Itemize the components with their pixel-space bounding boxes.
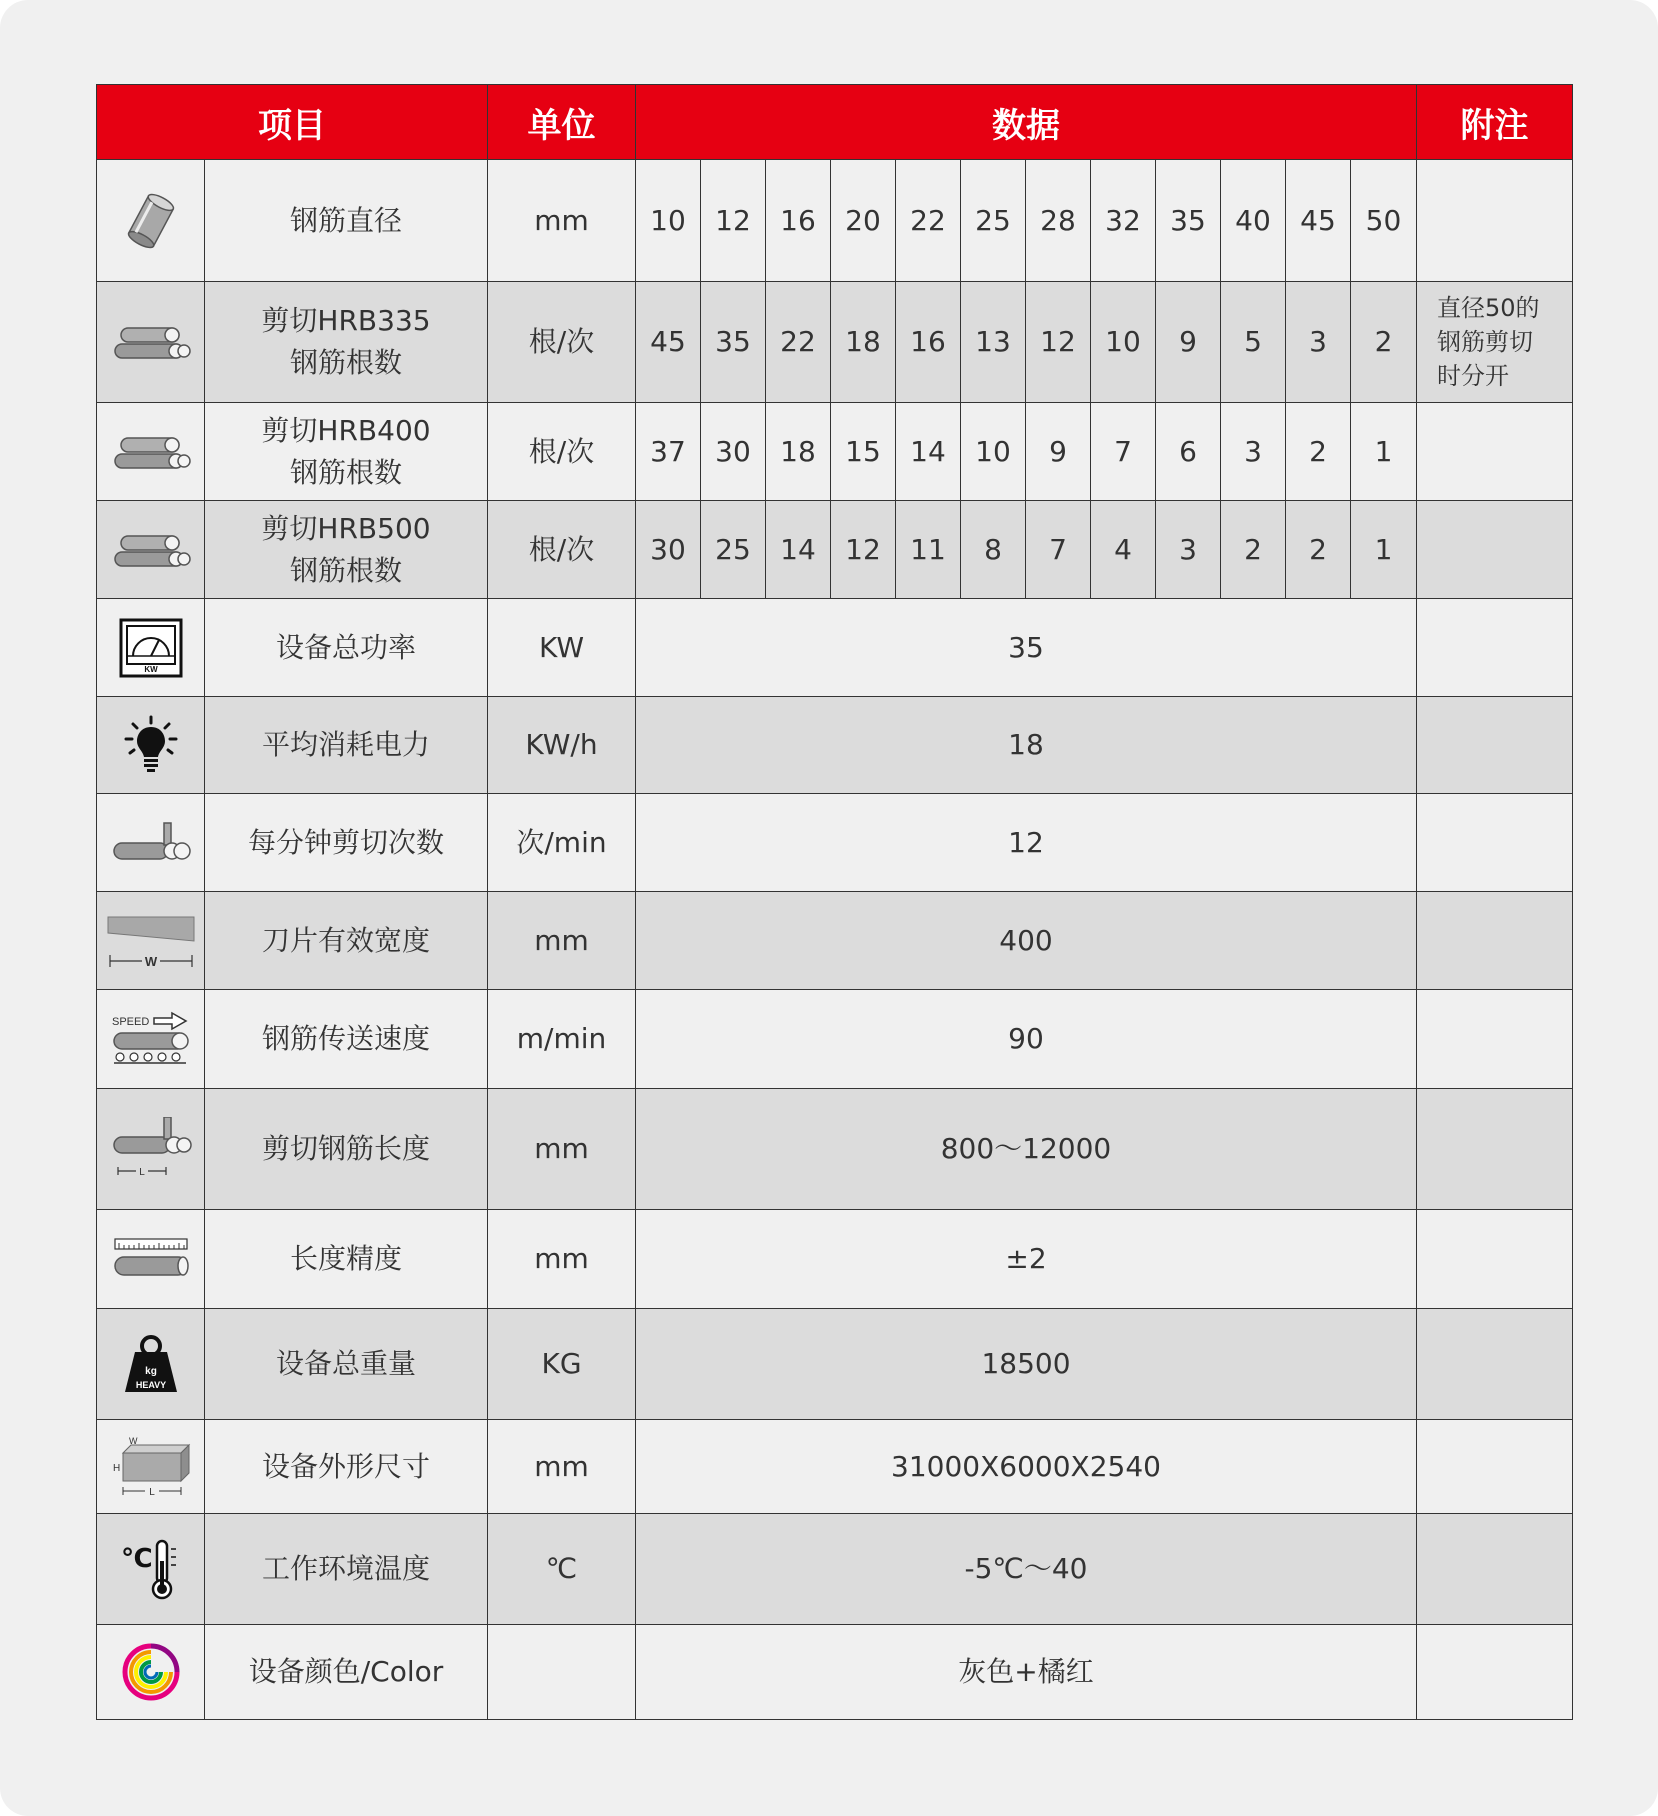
value-cell: 22 <box>896 160 961 282</box>
row-value: 35 <box>636 599 1417 697</box>
icon-text: KW <box>143 664 158 674</box>
unit-hrb500: 根/次 <box>488 501 636 599</box>
row-cuts-per-minute <box>97 794 1573 892</box>
row-value: 31000X6000X2540 <box>636 1420 1417 1514</box>
value-cell: 13 <box>961 282 1026 403</box>
label-line: 钢筋根数 <box>289 346 402 379</box>
value-cell: 12 <box>831 501 896 599</box>
value-cell: 6 <box>1156 403 1221 501</box>
note-cell <box>1417 403 1573 501</box>
note-cell <box>1417 1309 1573 1420</box>
row-value: 90 <box>636 990 1417 1089</box>
row-label: 工作环境温度 <box>205 1514 488 1625</box>
value-cell: 50 <box>1351 160 1417 282</box>
icon-text: kg <box>144 1366 157 1377</box>
conveyor-speed-icon <box>97 990 205 1089</box>
row-label: 剪切钢筋长度 <box>205 1089 488 1210</box>
value-cell: 10 <box>636 160 701 282</box>
row-label: 设备外形尺寸 <box>205 1420 488 1514</box>
label-hrb335 <box>205 282 488 403</box>
value-cell: 25 <box>961 160 1026 282</box>
row-label: 设备总功率 <box>205 599 488 697</box>
value-cell: 10 <box>1091 282 1156 403</box>
header-row <box>97 85 1573 160</box>
value-cell: 2 <box>1221 501 1286 599</box>
icon-text: HEAVY <box>135 1380 166 1390</box>
row-value: 18 <box>636 697 1417 794</box>
row-unit: mm <box>488 1089 636 1210</box>
value-cell: 35 <box>1156 160 1221 282</box>
row-hrb500 <box>97 501 1573 599</box>
rebar-bundle-icon <box>97 282 205 403</box>
row-hrb335 <box>97 282 1573 403</box>
row-value: 灰色+橘红 <box>636 1625 1417 1720</box>
rebar-bundle-icon <box>97 403 205 501</box>
note-cell <box>1417 697 1573 794</box>
value-cell: 45 <box>1286 160 1351 282</box>
unit-hrb400: 根/次 <box>488 403 636 501</box>
label-line: 剪切HRB500 <box>261 511 431 545</box>
row-label: 平均消耗电力 <box>205 697 488 794</box>
value-cell: 2 <box>1351 282 1417 403</box>
value-cell: 22 <box>766 282 831 403</box>
value-cell: 14 <box>766 501 831 599</box>
value-cell: 2 <box>1286 403 1351 501</box>
label-hrb400 <box>205 403 488 501</box>
color-wheel-icon <box>97 1625 205 1720</box>
note-line: 钢筋剪切 <box>1437 328 1533 356</box>
value-cell: 4 <box>1091 501 1156 599</box>
unit-hrb335: 根/次 <box>488 282 636 403</box>
ruler-icon <box>97 1210 205 1309</box>
value-cell: 18 <box>766 403 831 501</box>
row-label: 每分钟剪切次数 <box>205 794 488 892</box>
value-cell: 16 <box>896 282 961 403</box>
value-cell: 32 <box>1091 160 1156 282</box>
row-color <box>97 1625 1573 1720</box>
row-length-accuracy <box>97 1210 1573 1309</box>
row-value: 18500 <box>636 1309 1417 1420</box>
rebar-bundle-icon <box>97 501 205 599</box>
value-cell: 25 <box>701 501 766 599</box>
note-cell <box>1417 160 1573 282</box>
icon-text: H <box>112 1462 120 1474</box>
value-cell: 16 <box>766 160 831 282</box>
row-power <box>97 599 1573 697</box>
label-line: 钢筋根数 <box>289 455 402 489</box>
row-label: 设备总重量 <box>205 1309 488 1420</box>
value-cell: 9 <box>1026 403 1091 501</box>
value-cell: 2 <box>1286 501 1351 599</box>
icon-text: L <box>138 1167 145 1178</box>
row-conveyor-speed <box>97 990 1573 1089</box>
row-value: ±2 <box>636 1210 1417 1309</box>
label-line: 钢筋根数 <box>289 553 402 587</box>
note-cell <box>1417 1210 1573 1309</box>
row-blade-width <box>97 892 1573 990</box>
header-note: 附注 <box>1417 85 1573 160</box>
note-cell <box>1417 990 1573 1089</box>
value-cell: 20 <box>831 160 896 282</box>
value-cell: 5 <box>1221 282 1286 403</box>
note-cell <box>1417 501 1573 599</box>
icon-text: W <box>128 1436 137 1446</box>
thermometer-icon <box>97 1514 205 1625</box>
row-temperature <box>97 1514 1573 1625</box>
value-cell: 18 <box>831 282 896 403</box>
power-meter-icon <box>97 599 205 697</box>
note-cell <box>1417 599 1573 697</box>
note-cell <box>1417 1089 1573 1210</box>
row-unit: ℃ <box>488 1514 636 1625</box>
value-cell: 9 <box>1156 282 1221 403</box>
note-cell <box>1417 892 1573 990</box>
unit-diameter: mm <box>488 160 636 282</box>
label-hrb500 <box>205 501 488 599</box>
header-item: 项目 <box>97 85 488 160</box>
row-value: 400 <box>636 892 1417 990</box>
value-cell: 15 <box>831 403 896 501</box>
header-unit: 单位 <box>488 85 636 160</box>
note-cell <box>1417 282 1573 403</box>
value-cell: 7 <box>1026 501 1091 599</box>
row-label: 钢筋传送速度 <box>205 990 488 1089</box>
icon-text: W <box>144 953 157 969</box>
value-cell: 35 <box>701 282 766 403</box>
row-value: 800～12000 <box>636 1089 1417 1210</box>
row-unit: KG <box>488 1309 636 1420</box>
note-cell <box>1417 1420 1573 1514</box>
note-cell <box>1417 794 1573 892</box>
row-label: 刀片有效宽度 <box>205 892 488 990</box>
dimension-box-icon <box>97 1420 205 1514</box>
icon-text: SPEED <box>111 1016 149 1028</box>
note-line: 直径50的 <box>1437 294 1540 322</box>
row-dimensions <box>97 1420 1573 1514</box>
value-cell: 11 <box>896 501 961 599</box>
value-cell: 37 <box>636 403 701 501</box>
value-cell: 3 <box>1221 403 1286 501</box>
row-hrb400 <box>97 403 1573 501</box>
value-cell: 12 <box>701 160 766 282</box>
note-line: 时分开 <box>1437 362 1509 390</box>
row-unit <box>488 1625 636 1720</box>
row-unit: mm <box>488 892 636 990</box>
value-cell: 3 <box>1156 501 1221 599</box>
row-unit: mm <box>488 1420 636 1514</box>
value-cell: 14 <box>896 403 961 501</box>
row-avg-power <box>97 697 1573 794</box>
row-diameter <box>97 160 1573 282</box>
row-unit: KW <box>488 599 636 697</box>
label-diameter: 钢筋直径 <box>205 160 488 282</box>
spec-table <box>96 84 1573 1720</box>
label-line: 剪切HRB335 <box>261 304 431 337</box>
value-cell: 1 <box>1351 403 1417 501</box>
row-weight <box>97 1309 1573 1420</box>
rebar-end-icon <box>97 160 205 282</box>
row-unit: KW/h <box>488 697 636 794</box>
value-cell: 40 <box>1221 160 1286 282</box>
row-label: 长度精度 <box>205 1210 488 1309</box>
label-line: 剪切HRB400 <box>261 413 431 447</box>
note-cell <box>1417 1514 1573 1625</box>
row-label: 设备颜色/Color <box>205 1625 488 1720</box>
value-cell: 28 <box>1026 160 1091 282</box>
row-value: 12 <box>636 794 1417 892</box>
value-cell: 30 <box>636 501 701 599</box>
value-cell: 30 <box>701 403 766 501</box>
icon-text: L <box>148 1486 155 1497</box>
cut-length-icon <box>97 1089 205 1210</box>
icon-text: ℃ <box>120 1544 152 1574</box>
value-cell: 7 <box>1091 403 1156 501</box>
row-value: -5℃～40 <box>636 1514 1417 1625</box>
value-cell: 8 <box>961 501 1026 599</box>
note-cell <box>1417 1625 1573 1720</box>
header-data: 数据 <box>636 85 1417 160</box>
row-unit: mm <box>488 1210 636 1309</box>
value-cell: 45 <box>636 282 701 403</box>
value-cell: 1 <box>1351 501 1417 599</box>
value-cell: 3 <box>1286 282 1351 403</box>
row-unit: 次/min <box>488 794 636 892</box>
blade-width-icon <box>97 892 205 990</box>
value-cell: 10 <box>961 403 1026 501</box>
row-unit: m/min <box>488 990 636 1089</box>
light-bulb-icon <box>97 697 205 794</box>
value-cell: 12 <box>1026 282 1091 403</box>
weight-icon <box>97 1309 205 1420</box>
row-cut-length <box>97 1089 1573 1210</box>
shear-cut-icon <box>97 794 205 892</box>
